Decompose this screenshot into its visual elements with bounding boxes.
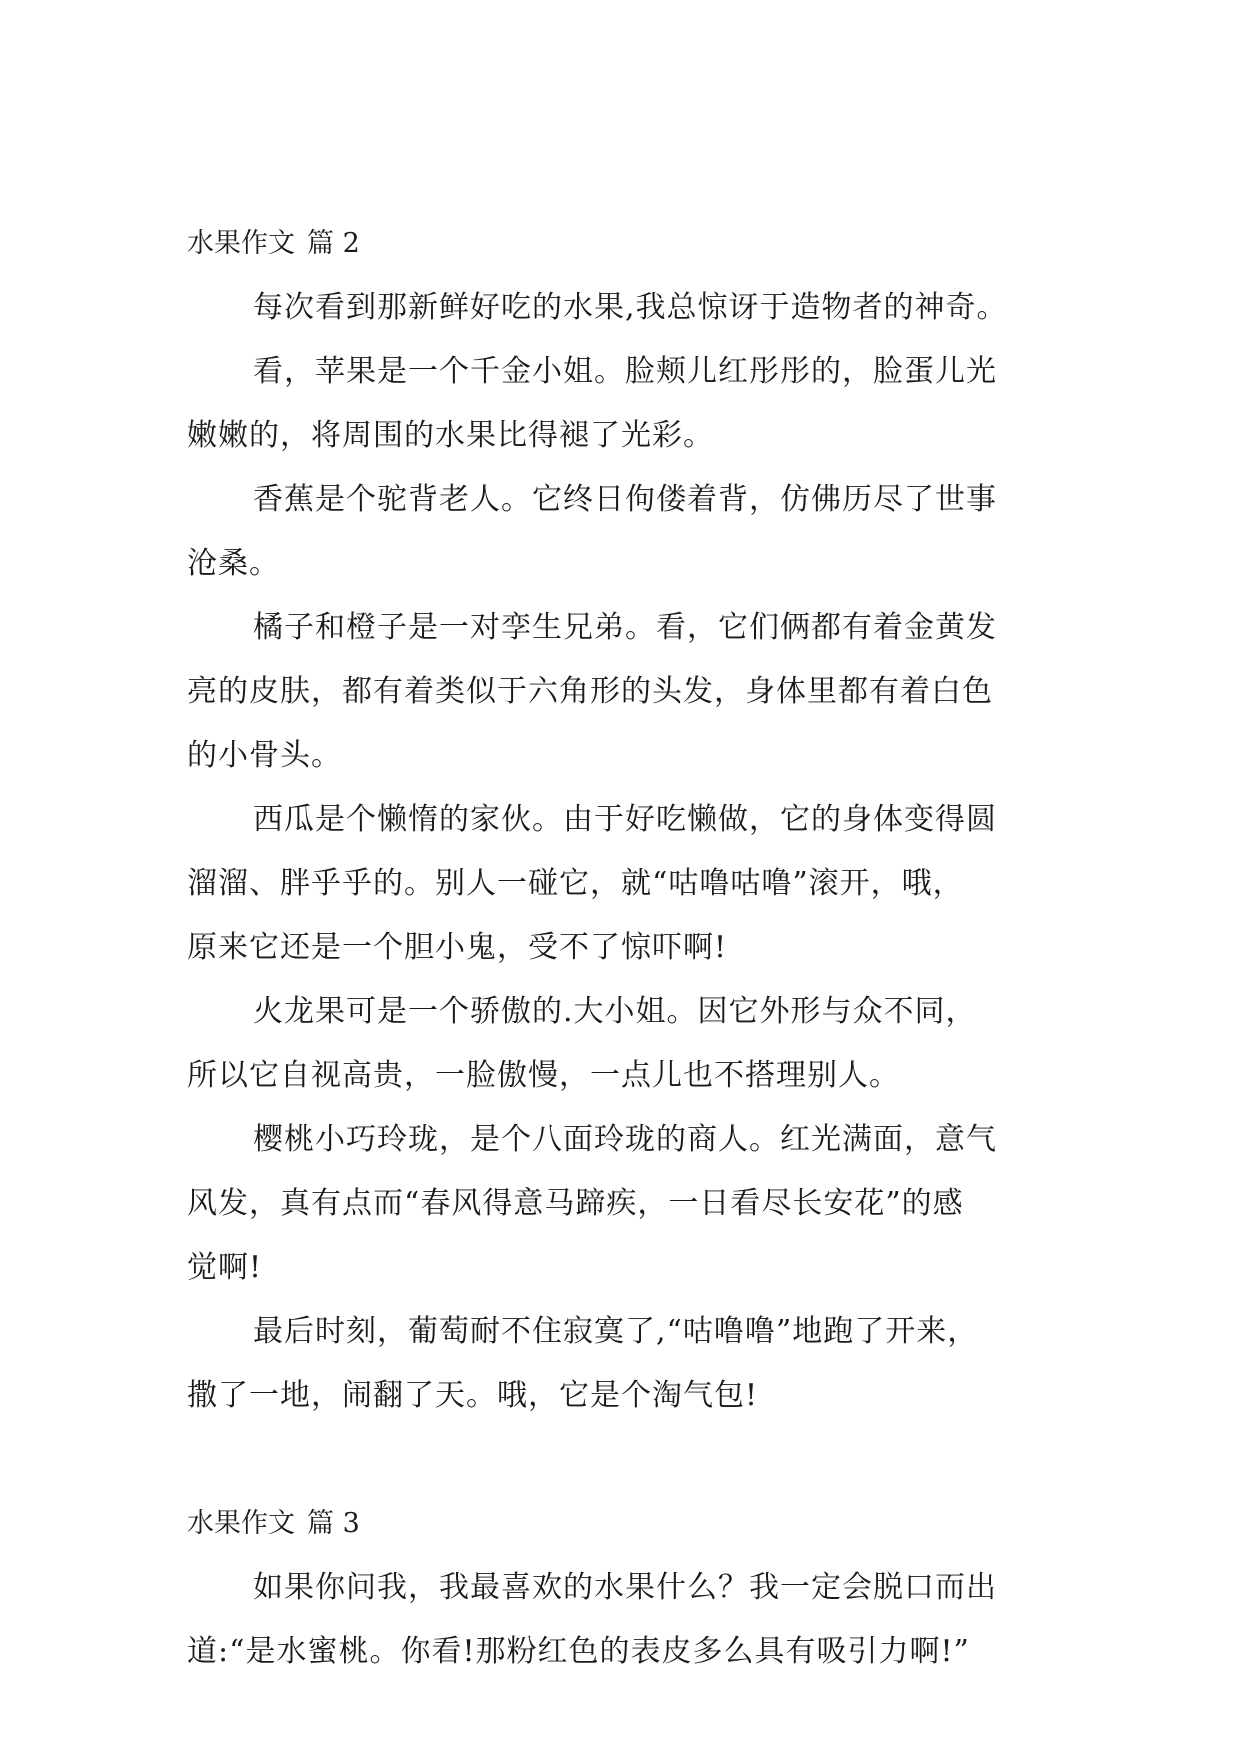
paragraph-line: 嫩嫩的，将周围的水果比得褪了光彩。 bbox=[187, 418, 714, 453]
paragraph-line: 沧桑。 bbox=[187, 546, 280, 581]
paragraph-line: 撒了一地，闹翻了天。哦，它是个淘气包! bbox=[187, 1378, 759, 1413]
section-spacer bbox=[187, 1428, 1067, 1492]
paragraph bbox=[187, 1300, 1067, 1428]
paragraph-line: 香蕉是个驼背老人。它终日佝偻着背，仿佛历尽了世事 bbox=[253, 482, 997, 517]
paragraph bbox=[187, 788, 1067, 980]
paragraph-line: 所以它自视高贵，一脸傲慢，一点儿也不搭理别人。 bbox=[187, 1058, 900, 1093]
section-number: 篇 2 bbox=[307, 228, 360, 259]
paragraph-line: 如果你问我，我最喜欢的水果什么？我一定会脱口而出 bbox=[253, 1570, 997, 1605]
paragraph bbox=[187, 1108, 1067, 1300]
section-title: 水果作文 bbox=[187, 1508, 295, 1539]
paragraph bbox=[187, 980, 1067, 1108]
paragraph-line: 原来它还是一个胆小鬼，受不了惊吓啊! bbox=[187, 930, 728, 965]
paragraph bbox=[187, 1556, 1067, 1684]
section-heading bbox=[187, 1492, 1067, 1556]
paragraph-line: 火龙果可是一个骄傲的.大小姐。因它外形与众不同， bbox=[253, 994, 977, 1029]
section-title: 水果作文 bbox=[187, 228, 295, 259]
paragraph bbox=[187, 276, 1067, 340]
paragraph-line: 看，苹果是一个千金小姐。脸颊儿红彤彤的，脸蛋儿光 bbox=[253, 354, 997, 389]
paragraph-line: 西瓜是个懒惰的家伙。由于好吃懒做，它的身体变得圆 bbox=[253, 802, 997, 837]
paragraph-line: 最后时刻，葡萄耐不住寂寞了,“咕噜噜”地跑了开来， bbox=[253, 1314, 979, 1349]
paragraph bbox=[187, 340, 1067, 468]
paragraph-line: 每次看到那新鲜好吃的水果,我总惊讶于造物者的神奇。 bbox=[253, 290, 1008, 325]
paragraph-line: 橘子和橙子是一对孪生兄弟。看，它们俩都有着金黄发 bbox=[253, 610, 997, 645]
paragraph bbox=[187, 468, 1067, 596]
paragraph-line: 溜溜、胖乎乎的。别人一碰它，就“咕噜咕噜”滚开，哦， bbox=[187, 866, 964, 901]
paragraph-line: 的小骨头。 bbox=[187, 738, 342, 773]
paragraph-line: 觉啊! bbox=[187, 1250, 263, 1285]
section-heading bbox=[187, 212, 1067, 276]
paragraph bbox=[187, 596, 1067, 788]
paragraph-line: 风发，真有点而“春风得意马蹄疾，一日看尽长安花”的感 bbox=[187, 1186, 964, 1221]
paragraph-line: 樱桃小巧玲珑，是个八面玲珑的商人。红光满面，意气 bbox=[253, 1122, 997, 1157]
section-number: 篇 3 bbox=[307, 1508, 360, 1539]
paragraph-line: 亮的皮肤，都有着类似于六角形的头发，身体里都有着白色 bbox=[187, 674, 993, 709]
document-body bbox=[187, 212, 1067, 1684]
paragraph-line: 道:“是水蜜桃。你看!那粉红色的表皮多么具有吸引力啊!” bbox=[187, 1634, 970, 1669]
